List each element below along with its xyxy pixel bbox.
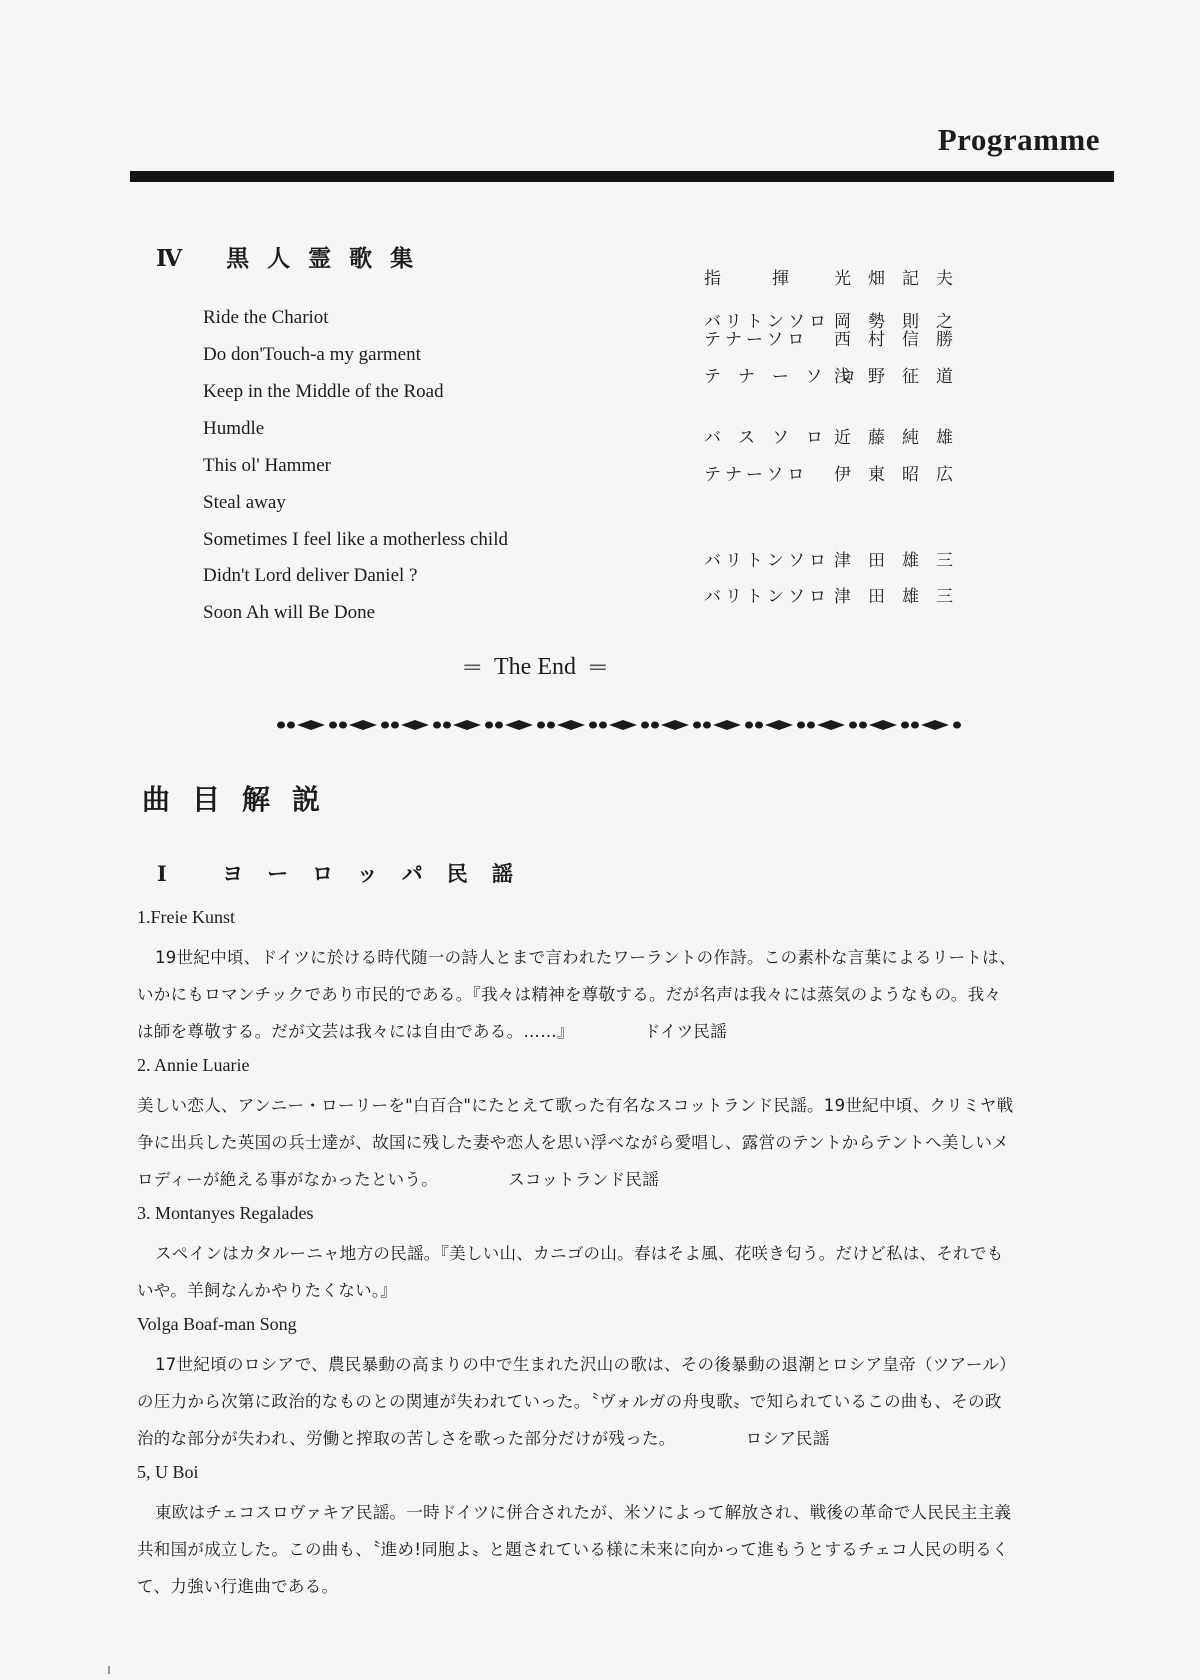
song-item: Steal away (203, 492, 286, 513)
ornament-diamond (869, 720, 897, 730)
paragraph-line: の圧力から次第に政治的なものとの関連が失われていった。〝ヴォルガの舟曳歌〟で知られているこの曲も、その政 (137, 1392, 1002, 1411)
ornament-diamond (921, 720, 949, 730)
paragraph-text: ロディーが絶える事がなかったという。 (137, 1170, 439, 1189)
paragraph-text: 治的な部分が失われ、労働と搾取の苦しさを歌った部分だけが残った。 (137, 1429, 676, 1448)
cast-role: バスソロ (704, 428, 840, 448)
ornament-diamond (557, 720, 585, 730)
cast-name: 近藤純雄 (834, 428, 970, 448)
ornament-dot (381, 722, 389, 729)
paragraph-line: 東欧はチェコスロヴァキア民謡。一時ドイツに併合されたが、米ソによって解放され、戦後の革命で人民民主主義 (155, 1503, 1012, 1522)
paragraph-line: スペインはカタルーニャ地方の民謡。『美しい山、カニゴの山。春はそよ風、花咲き匂う。だけど私は、それでも (155, 1244, 1004, 1263)
ornament-dot (495, 722, 503, 729)
ornament-dot (745, 722, 753, 729)
origin-label: ドイツ民謡 (643, 1022, 727, 1041)
paragraph-line: いや。羊飼なんかやりたくない。』 (137, 1281, 398, 1300)
origin-label: スコットランド民謡 (508, 1170, 659, 1189)
ornament-dot (641, 722, 649, 729)
song-item: Ride the Chariot (203, 307, 329, 328)
paragraph-line: 争に出兵した英国の兵士達が、故国に残した妻や恋人を思い浮べながら愛唱し、露営のテントからテントへ美しいメ (137, 1133, 1009, 1152)
ornament-dot (589, 722, 597, 729)
item-heading: 3. Montanyes Regalades (137, 1203, 314, 1223)
cast-row (704, 325, 970, 350)
item-heading: 1.Freie Kunst (137, 907, 235, 927)
cast-role: バリトンソロ (704, 587, 830, 607)
paragraph-line (137, 1166, 1103, 1190)
ornament-dot (693, 722, 701, 729)
margin-mark (108, 1666, 110, 1674)
ornament-dot (443, 722, 451, 729)
cast-role: テナーソロ (704, 465, 809, 485)
cast-role: バリトンソロ (704, 551, 830, 571)
paragraph-line: 共和国が成立した。この曲も、〝進め!同胞よ〟と題されている様に未来に向かって進もうとするチェコ人民の明るく (137, 1540, 1009, 1559)
ornament-diamond (765, 720, 793, 730)
ornament-diamond (817, 720, 845, 730)
end-marker (0, 654, 1200, 681)
ornament-dot (485, 722, 493, 729)
paragraph-line: 美しい恋人、アンニー・ローリーを"白百合"にたとえて歌った有名なスコットランド民謡。19世紀中頃、クリミヤ戦 (137, 1096, 1014, 1115)
ornament-dot (339, 722, 347, 729)
song-item: Didn't Lord deliver Daniel ? (203, 565, 418, 586)
paragraph-text: は師を尊敬する。だが文芸は我々には自由である。……』 (137, 1022, 574, 1041)
ornament-dot (807, 722, 815, 729)
double-rule-right-icon: ═ (589, 654, 606, 679)
cast-name: 光畑記夫 (834, 269, 970, 289)
song-item: Keep in the Middle of the Road (203, 381, 444, 402)
ornament-dot (953, 722, 961, 729)
cast-row (704, 582, 970, 607)
cast-row (704, 264, 970, 289)
origin-label: ロシア民謡 (745, 1429, 830, 1448)
section-4-title: Ⅳ 黒人霊歌集 (156, 245, 432, 272)
cast-row (704, 460, 970, 485)
ornament-diamond (661, 720, 689, 730)
ornament-diamond (609, 720, 637, 730)
ornament-dot (329, 722, 337, 729)
cast-name: 津田雄三 (834, 587, 970, 607)
ornament-diamond (453, 720, 481, 730)
ornament-dot (849, 722, 857, 729)
ornament-dot (277, 722, 285, 729)
song-item: Humdle (203, 418, 265, 439)
paragraph-line (137, 1425, 1103, 1449)
ornament-dot (433, 722, 441, 729)
cast-name: 伊東昭広 (834, 465, 970, 485)
ornament-dot (651, 722, 659, 729)
paragraph-line: て、力強い行進曲である。 (137, 1577, 339, 1596)
ornament-dot (703, 722, 711, 729)
paragraph-line: 19世紀中頃、ドイツに於ける時代随一の詩人とまで言われたワーラントの作詩。この素朴な言葉によるリートは、 (155, 948, 1016, 967)
song-item: This ol' Hammer (203, 455, 331, 476)
item-heading: 2. Annie Luarie (137, 1055, 250, 1075)
ornament-dot (901, 722, 909, 729)
paragraph-line (137, 1018, 1103, 1042)
ornament-diamond (297, 720, 325, 730)
cast-role: 指 揮 (704, 269, 806, 289)
ornament-dot (859, 722, 867, 729)
ornament-dot (797, 722, 805, 729)
ornament-dot (755, 722, 763, 729)
end-text: The End (494, 654, 576, 680)
cast-row (704, 546, 970, 571)
cast-row (704, 362, 970, 387)
cast-row (704, 423, 970, 448)
item-heading: 5, U Boi (137, 1462, 199, 1482)
ornament-dot (537, 722, 545, 729)
ornament-diamond (505, 720, 533, 730)
song-item: Sometimes I feel like a motherless child (203, 529, 508, 550)
page-title: Programme (937, 122, 1100, 157)
ornament-diamond (713, 720, 741, 730)
paragraph-line: 17世紀頃のロシアで、農民暴動の高まりの中で生まれた沢山の歌は、その後暴動の退潮とロシア皇帝（ツアール） (155, 1355, 1016, 1374)
ornament-dot (911, 722, 919, 729)
ornament-diamond (401, 720, 429, 730)
song-item: Soon Ah will Be Done (203, 602, 376, 623)
ornament-dot (391, 722, 399, 729)
cast-role: テナーソロ (704, 330, 809, 350)
ornament-dot (547, 722, 555, 729)
ornament-dot (287, 722, 295, 729)
ornamental-divider-icon (275, 716, 963, 734)
header-rule (130, 171, 1114, 182)
cast-role: バリトンソロ (704, 312, 830, 332)
double-rule-left-icon: ═ (464, 654, 480, 679)
cast-role: テナーソロ (704, 367, 874, 387)
cast-name: 岡勢則之 (834, 312, 970, 332)
cast-name: 浅野征道 (834, 367, 970, 387)
ornament-diamond (349, 720, 377, 730)
section-1-title: Ⅰ ヨーロッパ民謡 (157, 861, 537, 886)
cast-name: 津田雄三 (834, 551, 970, 571)
song-item: Do don'Touch-a my garment (203, 344, 421, 365)
item-heading: Volga Boaf-man Song (137, 1314, 297, 1334)
commentary-title: 曲目解説 (142, 783, 343, 816)
ornament-dot (599, 722, 607, 729)
cast-name: 西村信勝 (834, 330, 970, 350)
paragraph-line: いかにもロマンチックであり市民的である。『我々は精神を尊敬する。だが名声は我々には蒸気のようなもの。我々 (137, 985, 1002, 1004)
